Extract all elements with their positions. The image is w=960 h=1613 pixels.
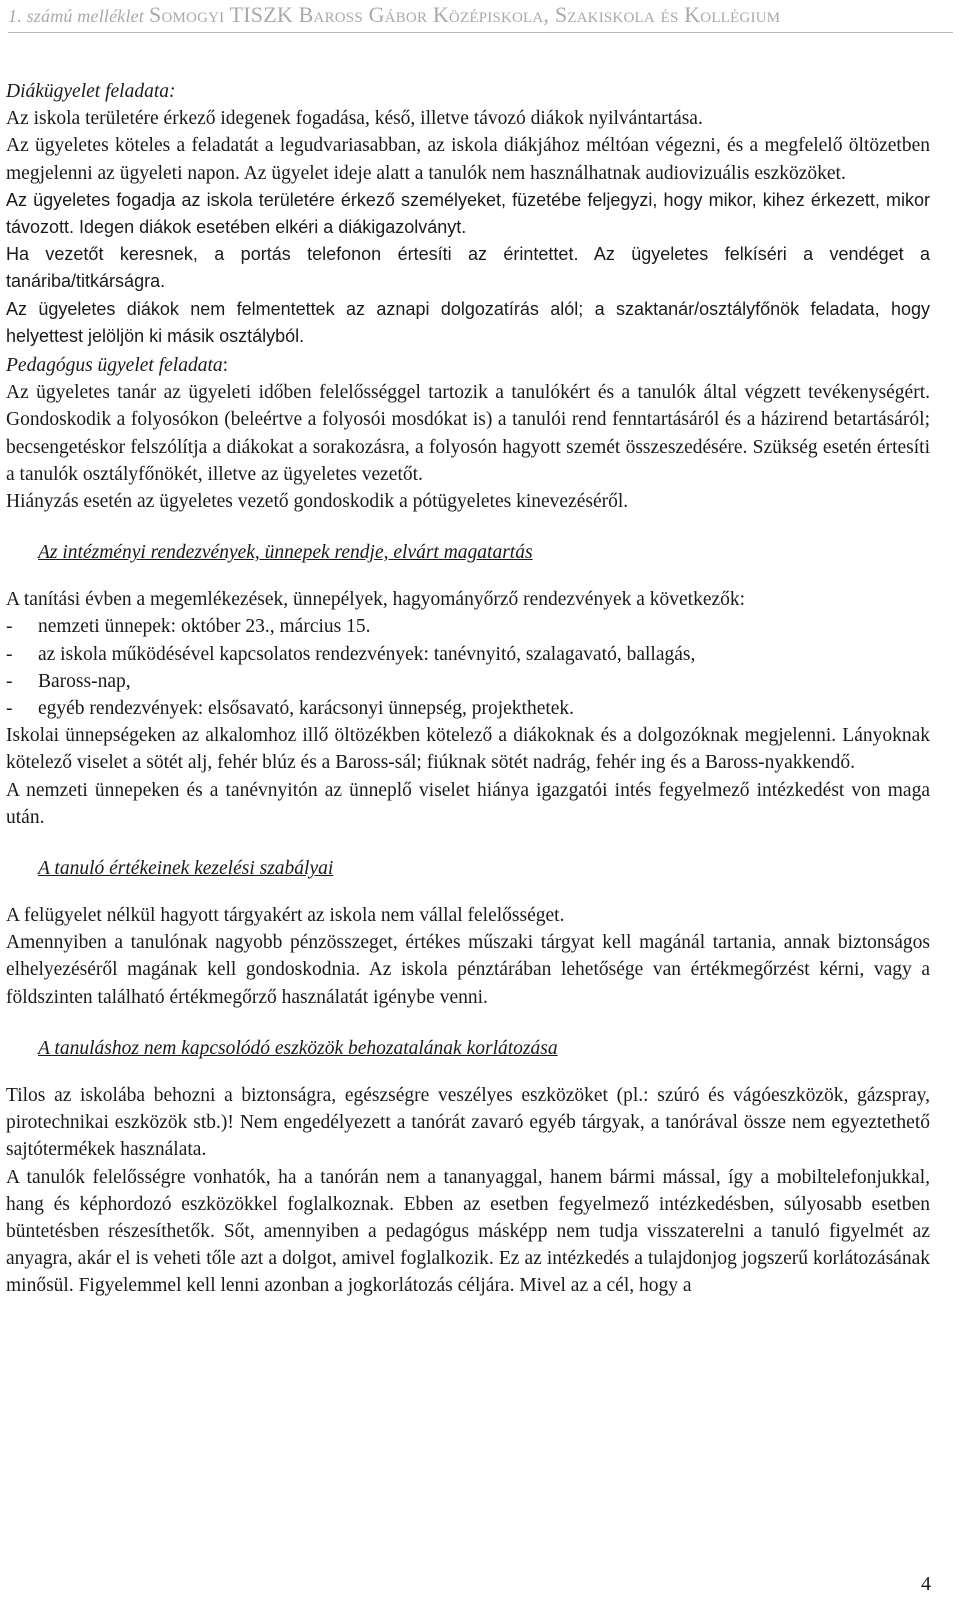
events-list — [6, 613, 930, 722]
header-annex-label: 1. számú melléklet — [8, 6, 145, 26]
list-item: - Baross-nap, — [6, 668, 930, 695]
document-body — [6, 78, 930, 1300]
section-heading-device-restrictions: A tanuláshoz nem kapcsolódó eszközök behozatalának korlátozása — [38, 1037, 558, 1059]
paragraph: A nemzeti ünnepeken és a tanévnyitón az ünneplő viselet hiánya igazgatói intés fegyelmező intézkedést von maga után. — [6, 779, 930, 828]
paragraph: A felügyelet nélkül hagyott tárgyakért az iskola nem vállal felelősséget. — [6, 905, 565, 927]
paragraph: Amennyiben a tanulónak nagyobb pénzösszeget, értékes műszaki tárgyat kell magánál tartania, annak biztonságos elhelyezéséről magának kell gondoskodnia. Az iskola pénztárában lehetősége van értékmegőrzést kérni, vagy a földszinten található értékmegőrző használatát igénybe venni. — [6, 932, 930, 1008]
paragraph: Hiányzás esetén az ügyeletes vezető gondoskodik a pótügyeletes kinevezéséről. — [6, 491, 629, 513]
paragraph: A tanulók felelősségre vonhatók, ha a tanórán nem a tananyaggal, hanem bármi mással, így a mobiltelefonjukkal, hang és képhordozó eszközökkel foglalkoznak. Ebben az esetben fegyelmező intézkedésben, súlyosabb esetben büntetésben részesíthetők. Sőt, amennyiben a pedagógus másképp nem tudja visszaterelni a tanuló figyelmét az anyagra, akár el is veheti tőle azt a dolgot, amivel foglalkozik. Ez az intézkedés a tulajdonjog jogszerű korlátozásának minősül. Figyelemmel kell lenni azonban a jogkorlátozás céljára. Mivel az a cél, hogy a — [6, 1166, 930, 1297]
paragraph: Az ügyeletes diákok nem felmentettek az aznapi dolgozatírás alól; a szaktanár/osztályfőnök feladata, hogy helyettest jelöljön ki másik osztályból. — [6, 298, 930, 346]
paragraph: A tanítási évben a megemlékezések, ünnepélyek, hagyományőrző rendezvények a következők: — [6, 589, 746, 611]
header-school-name: Somogyi TISZK Baross Gábor Középiskola, Szakiskola és Kollégium — [149, 2, 781, 27]
paragraph: Az iskola területére érkező idegenek fogadása, késő, illetve távozó diákok nyilvántartása. — [6, 108, 703, 130]
section-heading-teacher-duty: Pedagógus ügyelet feladata: — [6, 355, 229, 377]
page-header — [8, 2, 953, 33]
list-item: - az iskola működésével kapcsolatos rendezvények: tanévnyitó, szalagavató, ballagás, — [6, 641, 930, 668]
list-item: - nemzeti ünnepek: október 23., március 15. — [6, 613, 930, 640]
list-item: - egyéb rendezvények: elsősavató, karácsonyi ünnepség, projekthetek. — [6, 695, 930, 722]
paragraph: Tilos az iskolába behozni a biztonságra, egészségre veszélyes eszközöket (pl.: szúró és vágóeszközök, gázspray, pirotechnikai eszközök stb.)! Nem engedélyezett a tanórát zavaró egyéb tárgyak, a tanórával össze nem egyeztethető sajtótermékek használata. — [6, 1084, 930, 1161]
paragraph: Az ügyeletes tanár az ügyeleti időben felelősséggel tartozik a tanulókért és a tanulók által végzett tevékenységért. Gondoskodik a folyosókon (beleértve a folyosói mosdókat is) a tanulói rend fenntartásáról és a házirend betartásáról; becsengetéskor felszólítja a diákokat a sorakozásra, a folyosón hagyott szemét összeszedésére. Szükség esetén értesíti a tanulók osztályfőnökét, illetve az ügyeletes vezetőt. — [6, 382, 930, 485]
section-heading-events: Az intézményi rendezvények, ünnepek rendje, elvárt magatartás — [38, 542, 533, 564]
paragraph: Az ügyeletes köteles a feladatát a legudvariasabban, az iskola diákjához méltóan végezni, és a megfelelő öltözetben megjelenni az ügyeleti napon. Az ügyelet ideje alatt a tanulók nem használhatnak audiovizuális eszközöket. — [6, 135, 930, 184]
section-heading-student-duty: Diákügyelet feladata: — [6, 81, 176, 102]
paragraph: Az ügyeletes fogadja az iskola területére érkező személyeket, füzetébe feljegyzi, hogy mikor, kihez érkezett, mikor távozott. Idegen diákok esetében elkéri a diákigazolványt. — [6, 189, 930, 238]
page-number: 4 — [921, 1573, 931, 1595]
section-heading-student-valuables: A tanuló értékeinek kezelési szabályai — [38, 858, 334, 880]
paragraph: Ha vezetőt keresnek, a portás telefonon értesíti az érintettet. Az ügyeletes felkíséri a vendéget a tanáriba/titkárságra. — [6, 244, 930, 292]
paragraph: Iskolai ünnepségeken az alkalomhoz illő öltözékben kötelező a diákoknak és a dolgozóknak megjelenni. Lányoknak kötelező viselet a sötét alj, fehér blúz és a Baross-sál; fiúknak sötét nadrág, fehér ing és a Baross-nyakkendő. — [6, 725, 930, 774]
